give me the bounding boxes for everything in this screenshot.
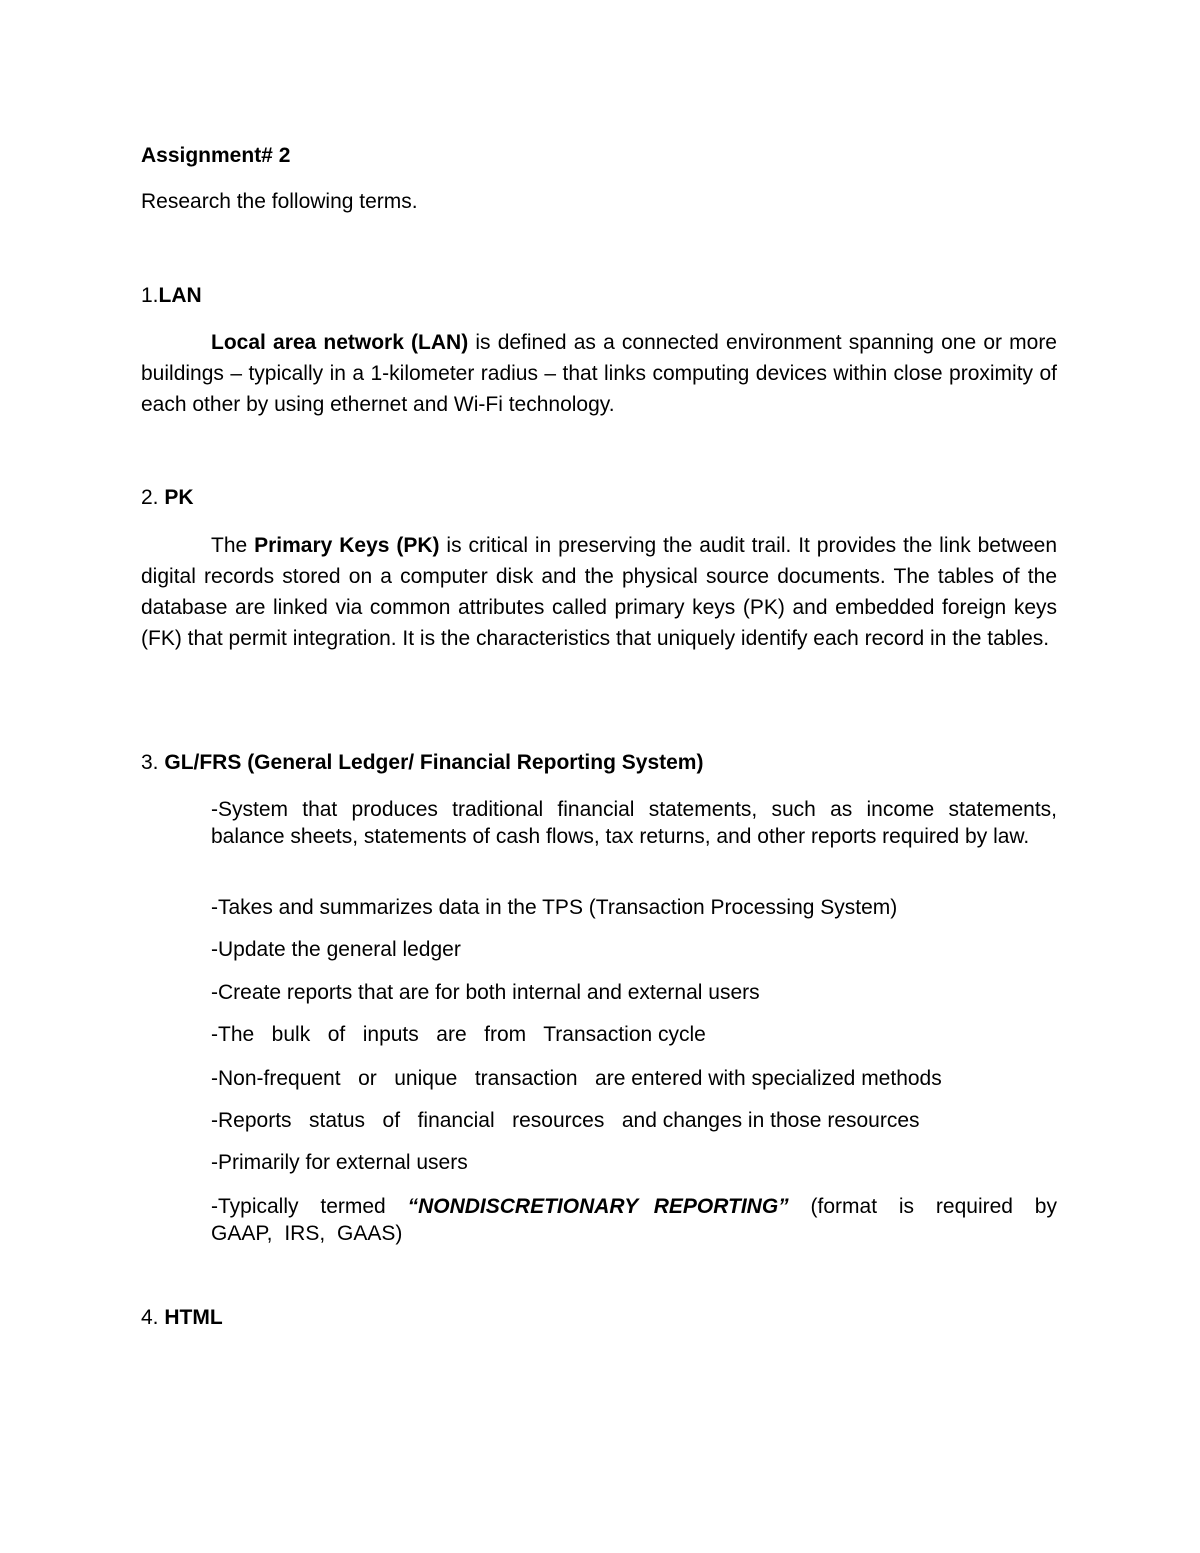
bullet-9-text: (format is required by GAAP, IRS, GAAS) (211, 1195, 1057, 1245)
bullet-item-5: -The bulk of inputs are from Transaction cycle (211, 1023, 706, 1046)
section-1-number: 1. (141, 284, 159, 307)
section-1-title: LAN (158, 284, 202, 307)
bullet-9-lead: -Typically termed (211, 1195, 408, 1218)
section-2-term: Primary Keys (PK) (254, 534, 440, 557)
section-2-text: is critical in preserving the audit trail. It provides the link between digital records stored on a computer disk and the physical source documents. The tables of the database are linked via common attributes called primary keys (PK) and embedded foreign keys (FK) that permit integration. It is the characteristics that uniquely identify each record in the tables. (141, 534, 1057, 650)
bullet-item-3: -Update the general ledger (211, 938, 461, 961)
bullet-9-emphasis: “NONDISCRETIONARY REPORTING” (407, 1195, 789, 1218)
section-4-heading (141, 1306, 223, 1330)
intro-line: Research the following terms. (141, 190, 418, 213)
bullet-item-9 (211, 1193, 1057, 1247)
section-2-lead: The (211, 534, 255, 557)
title-text: Assignment# 2 (141, 144, 291, 167)
section-4-title: HTML (164, 1306, 223, 1329)
section-1-text: is defined as a connected environment spanning one or more buildings – typically in a 1-kilometer radius – that links computing devices within close proximity of each other by using ethernet and Wi-Fi technology. (141, 331, 1057, 416)
section-3-title: GL/FRS (General Ledger/ Financial Reporting System) (164, 751, 704, 774)
section-3-number: 3. (141, 751, 159, 774)
bullet-item-6: -Non-frequent or unique transaction are entered with specialized methods (211, 1067, 942, 1090)
section-1-heading (141, 284, 202, 308)
section-2-heading (141, 486, 194, 510)
section-3-heading (141, 751, 703, 775)
section-2-title: PK (164, 486, 194, 509)
bullet-item-7: -Reports status of financial resources and changes in those resources (211, 1109, 920, 1132)
section-4-number: 4. (141, 1306, 159, 1329)
section-1-paragraph (141, 327, 1057, 420)
bullet-item-8: -Primarily for external users (211, 1151, 468, 1174)
section-2-paragraph (141, 530, 1057, 654)
bullet-item-1: -System that produces traditional financial statements, such as income statements, balance sheets, statements of cash flows, tax returns, and other reports required by law. (211, 798, 1057, 848)
section-1-term: Local area network (LAN) (211, 331, 469, 354)
assignment-title (141, 144, 290, 168)
bullet-item-2: -Takes and summarizes data in the TPS (Transaction Processing System) (211, 896, 898, 919)
section-2-number: 2. (141, 486, 159, 509)
bullet-item-4: -Create reports that are for both internal and external users (211, 981, 760, 1004)
